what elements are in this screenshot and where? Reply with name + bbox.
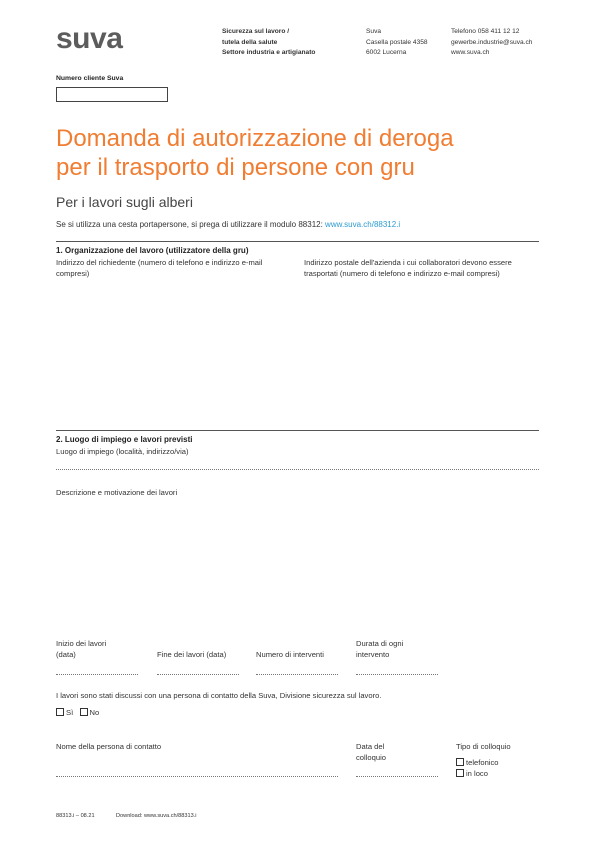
end-date-label: Fine dei lavori (data) <box>157 650 227 659</box>
note-link[interactable]: www.suva.ch/88312.i <box>325 220 401 229</box>
yes-label: Sì <box>66 708 74 717</box>
client-number-input[interactable] <box>57 92 166 105</box>
header-address-line1: Suva <box>366 28 382 35</box>
header-dept-line3: Settore industria e artigianato <box>222 49 316 56</box>
title-line-1: Domanda di autorizzazione di deroga <box>56 125 454 152</box>
section2-heading: 2. Luogo di impiego e lavori previsti <box>56 435 193 444</box>
start-date-label-line1: Inizio dei lavori <box>56 639 107 648</box>
suva-logo: suva <box>56 22 123 55</box>
meeting-site-option[interactable] <box>456 768 488 779</box>
meeting-phone-option[interactable] <box>456 757 499 768</box>
header-address-line2: Casella postale 4358 <box>366 38 428 46</box>
applicant-address-label: Indirizzo del richiedente (numero di telefono e indirizzo e-mail compresi) <box>56 258 263 278</box>
meeting-type-label: Tipo di colloquio <box>456 742 511 751</box>
start-date-field[interactable] <box>56 674 138 675</box>
footer-download[interactable]: Download: www.suva.ch/88313.i <box>116 813 197 819</box>
contact-name-field[interactable] <box>56 776 338 777</box>
applicant-address-area[interactable] <box>56 282 291 422</box>
header-dept-line2: tutela della salute <box>222 38 278 46</box>
client-number-field[interactable] <box>56 87 168 102</box>
discussed-options <box>56 707 99 718</box>
header-dept-line1: Sicurezza sul lavoro / <box>222 28 290 35</box>
form-note <box>56 220 400 229</box>
company-address-label: Indirizzo postale dell'azienda i cui collaboratori devono essere trasportati (numero di telefono e indirizzo e-mail compresi) <box>304 258 512 278</box>
client-number-label: Numero cliente Suva <box>56 75 124 82</box>
page-title <box>56 124 556 182</box>
duration-label-line2: intervento <box>356 650 390 659</box>
description-area[interactable] <box>56 500 539 630</box>
phone-checkbox[interactable] <box>456 758 464 766</box>
location-field[interactable] <box>56 469 539 470</box>
header-department <box>222 27 315 59</box>
start-date-label-line2: (data) <box>56 650 76 659</box>
site-label: in loco <box>466 769 488 778</box>
no-label: No <box>89 708 100 717</box>
interventions-count-label: Numero di interventi <box>256 650 324 659</box>
interventions-count-field[interactable] <box>256 674 338 675</box>
section1-heading: 1. Organizzazione del lavoro (utilizzatore della gru) <box>56 246 249 255</box>
header-phone: Telefono 058 411 12 12 <box>451 28 520 35</box>
no-checkbox[interactable] <box>80 708 88 716</box>
header-email[interactable]: gewerbe.industrie@suva.ch <box>451 38 533 46</box>
meeting-date-label-line2: colloquio <box>356 753 386 762</box>
location-label: Luogo di impiego (località, indirizzo/via) <box>56 447 189 456</box>
contact-name-label: Nome della persona di contatto <box>56 742 162 751</box>
header-website[interactable]: www.suva.ch <box>451 49 490 56</box>
header-address-line3: 6002 Lucerna <box>366 49 407 56</box>
duration-label <box>356 638 403 660</box>
start-date-label <box>56 638 106 660</box>
yes-checkbox[interactable] <box>56 708 64 716</box>
note-text: Se si utilizza una cesta portapersone, si prega di utilizzare il modulo 88312: <box>56 220 326 229</box>
site-checkbox[interactable] <box>456 769 464 777</box>
section2-rule <box>56 430 539 431</box>
header-contact <box>451 27 532 59</box>
discussed-question: I lavori sono stati discussi con una persona di contatto della Suva, Divisione sicurezza sul lavoro. <box>56 691 382 700</box>
description-label: Descrizione e motivazione dei lavori <box>56 488 178 497</box>
duration-label-line1: Durata di ogni <box>356 639 404 648</box>
end-date-field[interactable] <box>157 674 239 675</box>
phone-label: telefonico <box>466 758 499 767</box>
page-subtitle: Per i lavori sugli alberi <box>56 194 193 210</box>
footer-code: 88313.i – 08.21 <box>56 813 95 819</box>
section1-rule <box>56 241 539 242</box>
meeting-date-label <box>356 741 386 763</box>
company-address-area[interactable] <box>304 294 539 422</box>
duration-field[interactable] <box>356 674 438 675</box>
meeting-date-field[interactable] <box>356 776 438 777</box>
header-address <box>366 27 428 59</box>
meeting-date-label-line1: Data del <box>356 742 385 751</box>
title-line-2: per il trasporto di persone con gru <box>56 154 415 181</box>
